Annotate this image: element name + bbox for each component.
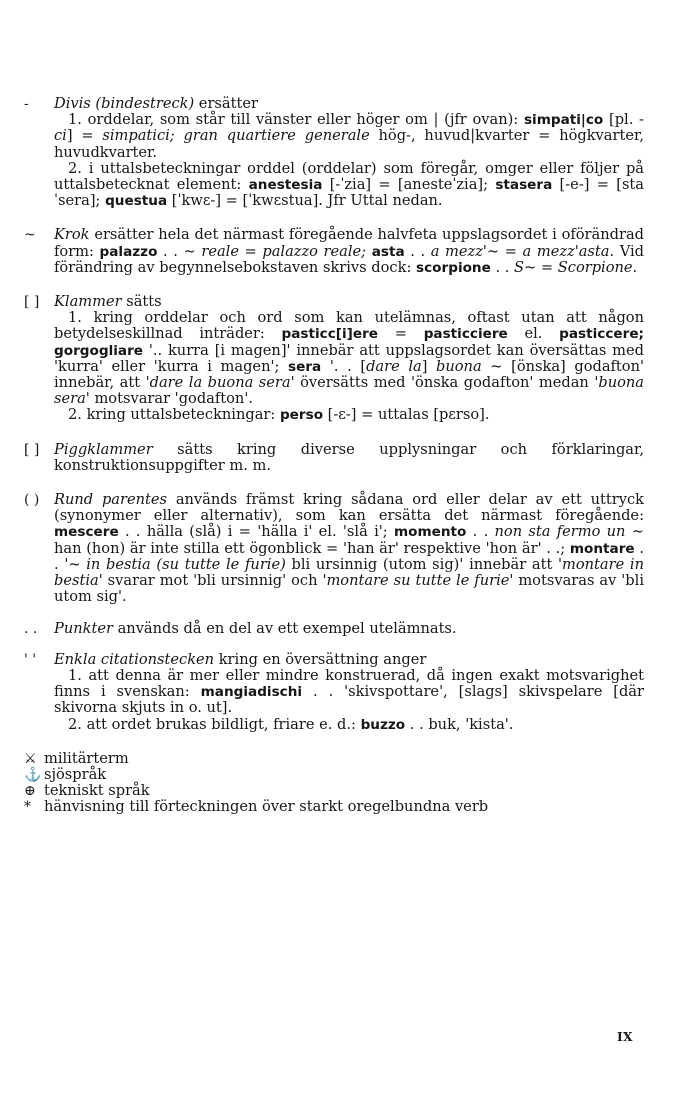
- headword: montare: [569, 540, 635, 557]
- body-text: . .: [466, 523, 495, 541]
- body-text: motsvaras av 'bli utom sig'.: [54, 572, 644, 606]
- headword: asta: [371, 243, 405, 260]
- headword: anestesia: [248, 177, 323, 194]
- headword: pasticc[i]ere: [281, 326, 379, 343]
- headword: questua: [105, 193, 168, 210]
- body-text: bli ursinnig (utom sig)' innebär att: [285, 555, 559, 573]
- headword: stasera: [495, 177, 553, 194]
- entry-item: [54, 717, 644, 733]
- body-text: 2. att ordet brukas bildligt, friare e. d.:: [68, 715, 361, 733]
- heading-rest: kring en översättning anger: [214, 650, 427, 668]
- document-page: [24, 96, 644, 816]
- body-text: [-ˈzia] = [anesteˈzia];: [322, 176, 496, 194]
- body-text: Vid förändring av begynnelsebokstaven skrivs dock:: [54, 242, 645, 276]
- entry-piggklammer: [24, 442, 644, 474]
- body-text: 2. kring uttalsbeteckningar:: [68, 406, 280, 424]
- body-text: [pl. -: [603, 111, 644, 129]
- body-text: . . buk, 'kista'.: [405, 715, 514, 733]
- body-text: [ˈkwɛ-] = [ˈkwɛstua]. Jfr Uttal nedan.: [167, 192, 443, 210]
- headword: palazzo: [99, 243, 158, 260]
- heading-term: Klammer: [54, 293, 122, 311]
- italic-text: non sta fermo un: [494, 523, 626, 541]
- entry-heading: [54, 294, 644, 310]
- body-text: ~ han (hon) är inte stilla ett ögonblick = 'han är' respektive 'hon är' . .;: [54, 523, 644, 557]
- italic-text: Krok: [54, 226, 90, 244]
- italic-text: Punkter: [54, 620, 113, 638]
- body-text: används då en del av ett exempel utelämnats.: [112, 620, 457, 638]
- headword: mangiadischi: [200, 684, 303, 701]
- headword: sera: [288, 358, 322, 375]
- headword: simpati|co: [523, 112, 604, 129]
- body-text: 1. kring orddelar och ord som kan utelämnas, oftast utan att någon betydelseskillnad inträder:: [54, 309, 644, 343]
- entry-item: [54, 621, 644, 637]
- headword: buzzo: [360, 716, 406, 733]
- body-text: [-e-] = [staˈsera];: [54, 176, 644, 210]
- body-text: . . 'skivspottare', [slags] skivspelare [där skivorna skjuts in o. ut].: [54, 683, 644, 717]
- italic-text: a mezz'~ = a mezz'asta.: [430, 242, 615, 260]
- italic-text: buona: [436, 357, 482, 375]
- italic-text: 'montare su tutte le furie': [322, 572, 514, 590]
- italic-text: Rund parentes: [54, 491, 167, 509]
- entry-item: [54, 112, 644, 161]
- body-text: ersätter hela det närmast föregående halvfeta uppslagsordet i oförändrad form:: [54, 226, 644, 260]
- legend-row: [24, 799, 644, 815]
- body-text: 2. i uttalsbeteckningar orddel (orddelar) som föregår, omger eller följer på uttalsbetecknat element:: [54, 159, 644, 194]
- heading-rest: ersätter: [194, 95, 258, 112]
- entry-symbol: -: [24, 96, 29, 112]
- italic-text: Piggklammer: [54, 440, 153, 458]
- headword: pasticcere; gorgogliare: [54, 326, 644, 359]
- italic-text: simpatici; gran quartiere generale: [102, 127, 370, 145]
- body-text: . .: [490, 258, 515, 276]
- italic-text: 'buona sera': [54, 374, 644, 408]
- legend-label: tekniskt språk: [44, 782, 150, 800]
- entry-symbol: ' ': [24, 651, 37, 668]
- legend-row: [24, 783, 644, 799]
- italic-text: in bestia (su tutte le furie): [86, 555, 286, 573]
- legend-label: militärterm: [44, 749, 129, 767]
- body-text: svarar mot 'bli ursinnig' och: [102, 572, 323, 590]
- entry-heading: [54, 96, 644, 112]
- italic-text: 'montare in bestia': [54, 555, 644, 590]
- entry-symbol: . .: [24, 621, 38, 638]
- entry-divis: [24, 96, 644, 209]
- body-text: ] =: [66, 127, 103, 145]
- entry-enkla-citationstecken: [24, 652, 644, 733]
- heading-term: Enkla citationstecken: [54, 650, 215, 668]
- body-text: ]: [421, 357, 437, 375]
- italic-text: ci: [54, 127, 67, 145]
- entry-item: [54, 407, 644, 423]
- entry-krok: [24, 227, 644, 276]
- body-text: motsvarar 'godafton'.: [89, 390, 253, 408]
- entry-punkter: [24, 621, 644, 637]
- headword: scorpione: [416, 259, 491, 276]
- legend-label: sjöspråk: [44, 765, 107, 783]
- body-text: . . '~: [54, 539, 644, 573]
- body-text: =: [378, 325, 424, 343]
- asterisk-icon: *: [24, 799, 31, 816]
- heading-rest: sätts: [121, 293, 162, 311]
- heading-term: Divis (bindestreck): [54, 95, 195, 112]
- page-number: IX: [617, 1030, 633, 1044]
- military-icon: ⚔: [24, 750, 37, 767]
- body-text: . . ~: [157, 242, 202, 260]
- headword: mescere: [54, 524, 119, 541]
- italic-text: S~ = Scorpione.: [514, 258, 638, 276]
- entry-item: [54, 492, 644, 605]
- entry-klammer: [24, 294, 644, 424]
- italic-text: reale = palazzo reale;: [201, 242, 367, 260]
- body-text: används främst kring sådana ord eller delar av ett uttryck (synonymer eller alternativ), som kan ersätta det närmast föregående:: [54, 491, 645, 525]
- body-text: . . hälla (slå) i = 'hälla i' el. 'slå i';: [118, 523, 394, 541]
- legend-row: [24, 751, 644, 767]
- entry-item: [54, 442, 644, 474]
- technical-icon: ⊕: [24, 783, 36, 800]
- entry-symbol: [ ]: [24, 294, 40, 311]
- italic-text: dare la: [366, 357, 422, 375]
- body-text: hög-, huvud|kvarter = högkvarter, huvudkvarter.: [54, 127, 644, 161]
- legend-row: [24, 767, 644, 783]
- entry-item: [54, 310, 644, 407]
- legend-label: hänvisning till förteckningen över starkt oregelbundna verb: [44, 798, 489, 816]
- body-text: '. . [: [321, 357, 367, 375]
- body-text: översätts med 'önska godafton' medan: [294, 374, 595, 392]
- italic-text: 'dare la buona sera': [145, 374, 295, 392]
- entry-rund-parentes: [24, 492, 644, 605]
- body-text: '.. kurra [i magen]' innebär att uppslagsordet kan översättas med 'kurra' eller 'kurra i magen';: [54, 341, 644, 375]
- symbol-legend: [24, 751, 644, 816]
- headword: perso: [279, 407, 324, 424]
- body-text: [-ɛ-] = uttalas [pɛrso].: [323, 406, 490, 424]
- body-text: sätts kring diverse upplysningar och förklaringar, konstruktionsuppgifter m. m.: [54, 440, 644, 474]
- entry-item: [54, 161, 644, 210]
- headword: momento: [393, 524, 467, 541]
- entry-symbol: ( ): [24, 492, 40, 509]
- body-text: . .: [404, 242, 431, 260]
- entry-symbol: ~: [24, 227, 36, 244]
- entry-heading: [54, 652, 644, 668]
- entry-item: [54, 668, 644, 717]
- body-text: 1. att denna är mer eller mindre konstruerad, då ingen exakt motsvarighet finns i svenskan:: [54, 666, 644, 701]
- anchor-icon: ⚓: [24, 766, 42, 783]
- body-text: el.: [507, 325, 560, 343]
- body-text: ~ [önska] godafton' innebär, att: [54, 357, 644, 392]
- body-text: 1. orddelar, som står till vänster eller höger om | (jfr ovan):: [68, 111, 524, 129]
- entry-symbol: [ ]: [24, 441, 40, 458]
- headword: pasticciere: [423, 326, 508, 343]
- entry-item: [54, 227, 644, 276]
